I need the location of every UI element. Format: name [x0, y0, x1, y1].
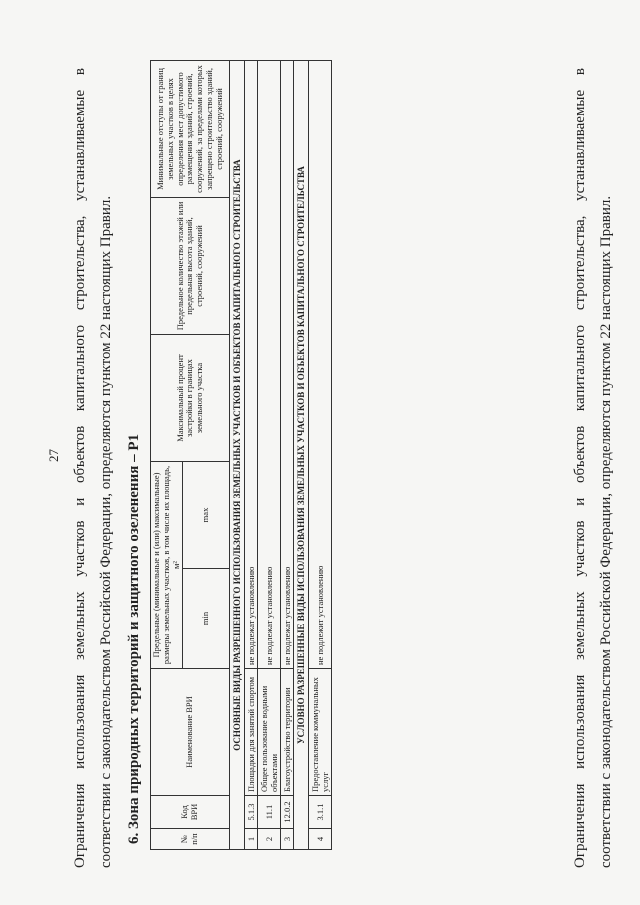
- zone-title: 6. Зона природных территорий и защитного озеленения – Р1: [126, 434, 142, 844]
- table-row: [281, 61, 294, 850]
- regulations-table: [150, 60, 332, 850]
- restrictions-paragraph-line-2: соответствии с законодательством Российской Федерации, определяются пунктом 22 настоящих Правил.: [98, 195, 114, 868]
- table-row: [309, 61, 332, 850]
- row-num: 2: [258, 829, 281, 850]
- table-row: [258, 61, 281, 850]
- row-name: Предоставление коммунальных услуг: [309, 669, 332, 796]
- row-code: 11.1: [258, 796, 281, 829]
- header-code: Код ВРИ: [151, 796, 230, 829]
- header-area-min: min: [183, 568, 230, 668]
- row-value: не подлежат установлению: [245, 61, 258, 669]
- header-setbacks: Минимальные отступы от границ земельных участков в целях определения мест допустимого размещения зданий, строений, сооружений, за пределами которых запрещено строительство зданий, строений, сооружений: [151, 61, 230, 198]
- row-num: 3: [281, 829, 294, 850]
- restrictions-paragraph-line-1: Ограничения использования земельных участков и объектов капитального строительства, устанавливаемые в: [72, 68, 88, 868]
- row-num: 1: [245, 829, 258, 850]
- header-area-max: max: [183, 462, 230, 569]
- restrictions-paragraph-repeat-line-1: Ограничения использования земельных участков и объектов капитального строительства, устанавливаемые в: [572, 68, 588, 868]
- row-code: 5.1.3: [245, 796, 258, 829]
- table-row: [245, 61, 258, 850]
- restrictions-paragraph-repeat-line-2: соответствии с законодательством Российской Федерации, определяются пунктом 22 настоящих Правил.: [598, 195, 614, 868]
- header-area: Предельные (минимальные и (или) максимальные) размеры земельных участков, в том числе их площадь, м²: [151, 462, 183, 669]
- section-main-uses: ОСНОВНЫЕ ВИДЫ РАЗРЕШЕННОГО ИСПОЛЬЗОВАНИЯ ЗЕМЕЛЬНЫХ УЧАСТКОВ И ОБЪЕКТОВ КАПИТАЛЬНОГО СТРОИТЕЛЬСТВА: [230, 61, 245, 850]
- header-coverage: Максимальный процент застройки в границах земельного участка: [151, 335, 230, 462]
- row-value: не подлежат установлению: [258, 61, 281, 669]
- row-code: 12.0.2: [281, 796, 294, 829]
- header-num: № п/п: [151, 829, 230, 850]
- page-number: 27: [46, 449, 61, 462]
- row-name: Площадки для занятий спортом: [245, 669, 258, 796]
- row-name: Благоустройство территории: [281, 669, 294, 796]
- row-value: не подлежит установлению: [309, 61, 332, 669]
- section-conditional-uses: УСЛОВНО РАЗРЕШЕННЫЕ ВИДЫ ИСПОЛЬЗОВАНИЯ ЗЕМЕЛЬНЫХ УЧАСТКОВ И ОБЪЕКТОВ КАПИТАЛЬНОГО СТРОИТЕЛЬСТВА: [294, 61, 309, 850]
- row-num: 4: [309, 829, 332, 850]
- header-name: Наименование ВРИ: [151, 669, 230, 796]
- rotated-page-content: [10, 12, 630, 892]
- row-name: Общее пользование водными объектами: [258, 669, 281, 796]
- header-floors: Предельное количество этажей или предельная высота зданий, строений, сооружений: [151, 198, 230, 335]
- row-value: не подлежат установлению: [281, 61, 294, 669]
- row-code: 3.1.1: [309, 796, 332, 829]
